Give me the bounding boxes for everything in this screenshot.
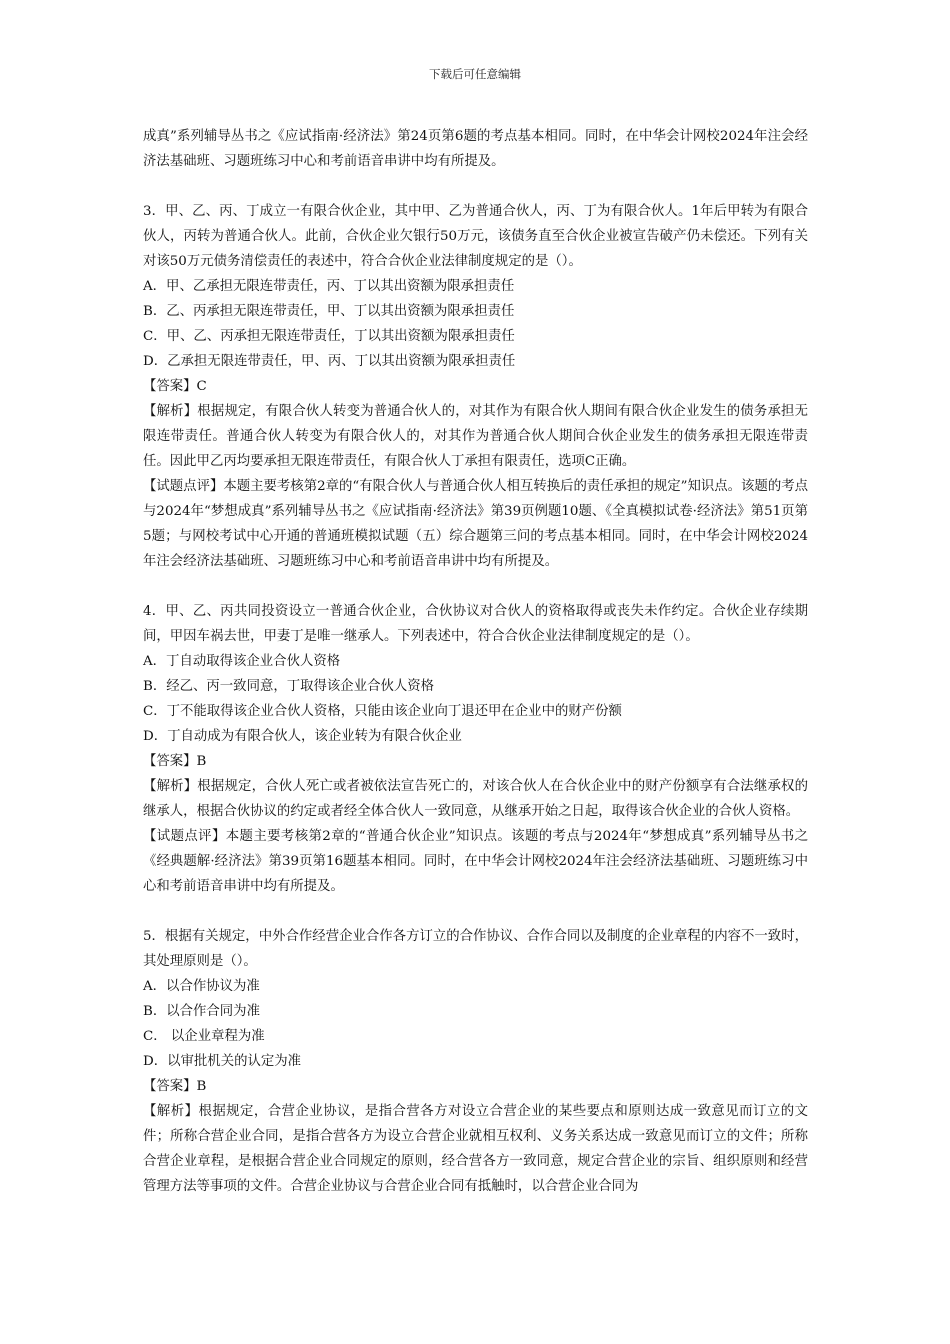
answer: 【答案】B	[143, 754, 207, 769]
answer: 【答案】C	[143, 379, 207, 394]
option-c: C．丁不能取得该企业合伙人资格，只能由该企业向丁退还甲在企业中的财产份额	[143, 704, 622, 719]
question-stem: 4．甲、乙、丙共同投资设立一普通合伙企业，合伙协议对合伙人的资格取得或丧失未作约定。合伙企业存续期间，甲因车祸去世，甲妻丁是唯一继承人。下列表述中，符合合伙企业法律制度规定的是（）。	[143, 604, 808, 644]
question-5	[143, 924, 808, 1199]
option-d: D．丁自动成为有限合伙人，该企业转为有限合伙企业	[143, 729, 462, 744]
page-header: 下载后可任意编辑	[429, 67, 521, 81]
option-b: B．以合作合同为准	[143, 1004, 260, 1019]
review: 【试题点评】本题主要考核第2章的“普通合伙企业”知识点。该题的考点与2024年“梦想成真”系列辅导丛书之《经典题解·经济法》第39页第16题基本相同。同时，在中华会计网校2024年注会经济法基础班、习题班练习中心和考前语音串讲中均有所提及。	[143, 829, 808, 894]
analysis: 【解析】根据规定，合营企业协议，是指合营各方对设立合营企业的某些要点和原则达成一致意见而订立的文件；所称合营企业合同，是指合营各方为设立合营企业就相互权利、义务关系达成一致意见而订立的文件；所称合营企业章程，是根据合营企业合同规定的原则，经合营各方一致同意，规定合营企业的宗旨、组织原则和经营管理方法等事项的文件。合营企业协议与合营企业合同有抵触时，以合营企业合同为	[143, 1104, 808, 1194]
intro-paragraph: 成真”系列辅导丛书之《应试指南·经济法》第24页第6题的考点基本相同。同时，在中华会计网校2024年注会经济法基础班、习题班练习中心和考前语音串讲中均有所提及。	[143, 129, 808, 169]
document-body	[143, 124, 808, 1199]
analysis: 【解析】根据规定，有限合伙人转变为普通合伙人的，对其作为有限合伙人期间有限合伙企业发生的债务承担无限连带责任。普通合伙人转变为有限合伙人的，对其作为普通合伙人期间合伙企业发生的债务承担无限连带责任。因此甲乙丙均要承担无限连带责任，有限合伙人丁承担有限责任，选项C正确。	[143, 404, 808, 469]
option-a: A．丁自动取得该企业合伙人资格	[143, 654, 341, 669]
option-b: B．乙、丙承担无限连带责任，甲、丁以其出资额为限承担责任	[143, 304, 515, 319]
option-c: C．甲、乙、丙承担无限连带责任，丁以其出资额为限承担责任	[143, 329, 515, 344]
review: 【试题点评】本题主要考核第2章的“有限合伙人与普通合伙人相互转换后的责任承担的规定”知识点。该题的考点与2024年“梦想成真”系列辅导丛书之《应试指南·经济法》第39页例题10题、《全真模拟试卷·经济法》第51页第5题；与网校考试中心开通的普通班模拟试题（五）综合题第三问的考点基本相同。同时，在中华会计网校2024年注会经济法基础班、习题班练习中心和考前语音串讲中均有所提及。	[143, 479, 808, 569]
question-stem: 3．甲、乙、丙、丁成立一有限合伙企业，其中甲、乙为普通合伙人，丙、丁为有限合伙人。1年后甲转为有限合伙人，丙转为普通合伙人。此前，合伙企业欠银行50万元，该债务直至合伙企业被宣告破产仍未偿还。下列有关对该50万元债务清偿责任的表述中，符合合伙企业法律制度规定的是（）。	[143, 204, 808, 269]
option-d: D．以审批机关的认定为准	[143, 1054, 302, 1069]
option-d: D．乙承担无限连带责任，甲、丙、丁以其出资额为限承担责任	[143, 354, 516, 369]
option-c: C． 以企业章程为准	[143, 1029, 265, 1044]
question-stem: 5．根据有关规定，中外合作经营企业合作各方订立的合作协议、合作合同以及制度的企业章程的内容不一致时，其处理原则是（）。	[143, 929, 808, 969]
question-4	[143, 599, 808, 899]
option-b: B．经乙、丙一致同意，丁取得该企业合伙人资格	[143, 679, 435, 694]
question-3	[143, 199, 808, 574]
analysis: 【解析】根据规定，合伙人死亡或者被依法宣告死亡的，对该合伙人在合伙企业中的财产份额享有合法继承权的继承人，根据合伙协议的约定或者经全体合伙人一致同意，从继承开始之日起，取得该合伙企业的合伙人资格。	[143, 779, 808, 819]
option-a: A．甲、乙承担无限连带责任，丙、丁以其出资额为限承担责任	[143, 279, 515, 294]
answer: 【答案】B	[143, 1079, 207, 1094]
option-a: A．以合作协议为准	[143, 979, 260, 994]
